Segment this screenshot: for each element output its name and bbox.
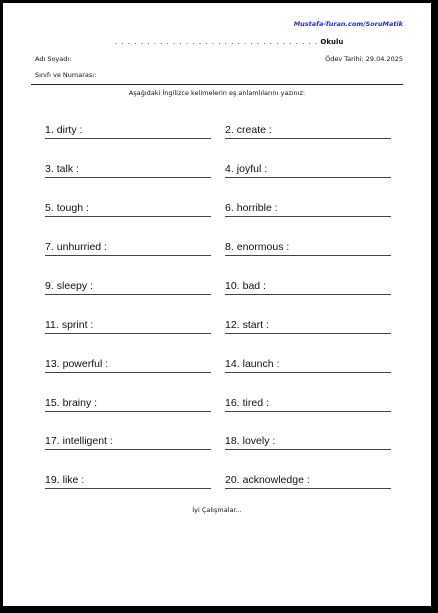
assignment-date: Ödev Tarihi: 29.04.2025: [325, 55, 403, 63]
item-number: 19.: [45, 474, 60, 486]
item-number: 14.: [225, 358, 240, 370]
exercise-item-7[interactable]: [45, 241, 211, 256]
item-word: horrible :: [236, 202, 278, 214]
item-number: 2.: [225, 124, 234, 136]
exercise-item-1[interactable]: [45, 124, 211, 139]
exercise-item-14[interactable]: [225, 358, 391, 373]
school-name-blank: . . . . . . . . . . . . . . . . . . . . . . . . . . . . . . . .: [115, 38, 319, 46]
header-divider: [31, 84, 403, 85]
item-word: powerful :: [62, 358, 109, 370]
exercise-item-11[interactable]: [45, 319, 211, 334]
exercise-item-2[interactable]: [225, 124, 391, 139]
exercise-item-4[interactable]: [225, 163, 391, 178]
item-number: 4.: [225, 163, 234, 175]
item-word: unhurried :: [56, 241, 107, 253]
school-name-line: [115, 38, 343, 46]
item-number: 3.: [45, 163, 54, 175]
class-number-label: Sınıfı ve Numarası:: [35, 71, 97, 79]
exercise-item-16[interactable]: [225, 397, 391, 412]
item-word: sleepy :: [56, 280, 93, 292]
item-word: like :: [62, 474, 85, 486]
closing-message: İyi Çalışmalar...: [192, 506, 242, 514]
item-number: 16.: [225, 397, 240, 409]
exercise-item-10[interactable]: [225, 280, 391, 295]
item-number: 20.: [225, 474, 240, 486]
exercise-item-13[interactable]: [45, 358, 211, 373]
item-number: 1.: [45, 124, 54, 136]
student-name-label: Adı Soyadı:: [35, 55, 72, 63]
item-number: 8.: [225, 241, 234, 253]
exercise-item-5[interactable]: [45, 202, 211, 217]
item-word: lovely :: [242, 435, 276, 447]
item-word: create :: [236, 124, 272, 136]
exercise-item-15[interactable]: [45, 397, 211, 412]
item-word: intelligent :: [62, 435, 113, 447]
exercise-item-20[interactable]: [225, 474, 391, 489]
school-label: Okulu: [320, 38, 344, 46]
item-number: 15.: [45, 397, 60, 409]
exercise-item-17[interactable]: [45, 435, 211, 450]
item-word: enormous :: [236, 241, 290, 253]
item-number: 12.: [225, 319, 240, 331]
item-word: brainy :: [62, 397, 98, 409]
exercise-item-6[interactable]: [225, 202, 391, 217]
worksheet-page: [3, 3, 431, 606]
item-word: bad :: [242, 280, 266, 292]
item-number: 18.: [225, 435, 240, 447]
item-word: tough :: [56, 202, 89, 214]
item-number: 17.: [45, 435, 60, 447]
exercise-item-18[interactable]: [225, 435, 391, 450]
instruction-text: Aşağıdaki İngilizce kelimelerin eş anlamlılarını yazınız:: [128, 89, 306, 97]
site-link[interactable]: Mustafa-Turan.com/SoruMatik: [293, 20, 403, 28]
exercise-item-8[interactable]: [225, 241, 391, 256]
item-number: 13.: [45, 358, 60, 370]
item-word: sprint :: [61, 319, 94, 331]
item-number: 11.: [45, 319, 59, 331]
item-word: talk :: [56, 163, 79, 175]
item-number: 10.: [225, 280, 240, 292]
exercise-item-9[interactable]: [45, 280, 211, 295]
exercise-item-12[interactable]: [225, 319, 391, 334]
item-word: dirty :: [56, 124, 83, 136]
item-word: acknowledge :: [242, 474, 310, 486]
item-number: 6.: [225, 202, 234, 214]
item-number: 7.: [45, 241, 54, 253]
item-word: start :: [242, 319, 269, 331]
item-word: tired :: [242, 397, 269, 409]
exercise-item-3[interactable]: [45, 163, 211, 178]
exercise-item-19[interactable]: [45, 474, 211, 489]
item-word: joyful :: [236, 163, 268, 175]
item-number: 9.: [45, 280, 54, 292]
item-word: launch :: [242, 358, 280, 370]
item-number: 5.: [45, 202, 54, 214]
